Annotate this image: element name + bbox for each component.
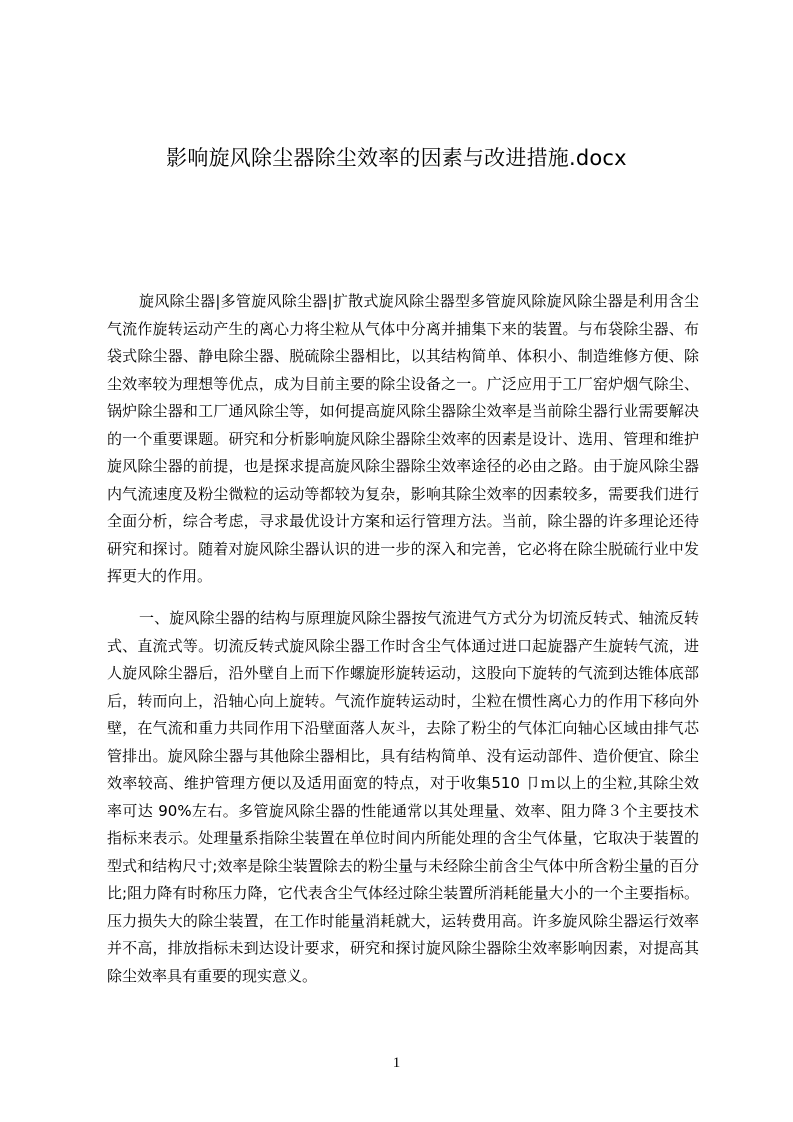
paragraph-structure-principle: 一、旋风除尘器的结构与原理旋风除尘器按气流进气方式分为切流反转式、轴流反转式、直流式等。切流反转式旋风除尘器工作时含尘气体通过进口起旋器产生旋转气流，进人旋风除尘器后，沿外壁自上而下作螺旋形旋转运动，这股向下旋转的气流到达锥体底部后，转而向上，沿轴心向上旋转。气流作旋转运动时，尘粒在惯性离心力的作用下移向外壁，在气流和重力共同作用下沿壁面落人灰斗，去除了粉尘的气体汇向轴心区域由排气芯管排出。旋风除尘器与其他除尘器相比，具有结构简单、没有运动部件、造价便宜、除尘效率较高、维护管理方便以及适用面宽的特点，对于收集510 卩ｍ以上的尘粒,其除尘效率可达 90%左右。多管旋风除尘器的性能通常以其处理量、效率、阻力降３个主要技术指标来表示。处理量系指除尘装置在单位时间内所能处理的含尘气体量，它取决于装置的型式和结构尺寸;效率是除尘装置除去的粉尘量与未经除尘前含尘气体中所含粉尘量的百分比;阻力降有时称压力降，它代表含尘气体经过除尘装置所消耗能量大小的一个主要指标。压力损失大的除尘装置，在工作时能量消耗就大，运转费用高。许多旋风除尘器运行效率并不高，排放指标未到达设计要求，研究和探讨旋风除尘器除尘效率影响因素，对提高其除尘效率具有重要的现实意义。 — [107, 609, 699, 985]
document-title: 影响旋风除尘器除尘效率的因素与改进措施.docx — [166, 146, 627, 170]
paragraph-intro: 旋风除尘器|多管旋风除尘器|扩散式旋风除尘器型多管旋风除旋风除尘器是利用含尘气流作旋转运动产生的离心力将尘粒从气体中分离并捕集下来的装置。与布袋除尘器、布袋式除尘器、静电除尘器、脱硫除尘器相比，以其结构简单、体积小、制造维修方便、除尘效率较为理想等优点，成为目前主要的除尘设备之一。广泛应用于工厂窑炉烟气除尘、锅炉除尘器和工厂通风除尘等，如何提高旋风除尘器除尘效率是当前除尘器行业需要解决的一个重要课题。研究和分析影响旋风除尘器除尘效率的因素是设计、选用、管理和维护旋风除尘器的前提，也是探求提高旋风除尘器除尘效率途径的必由之路。由于旋风除尘器内气流速度及粉尘微粒的运动等都较为复杂，影响其除尘效率的因素较多，需要我们进行全面分析，综合考虑，寻求最优设计方案和运行管理方法。当前，除尘器的许多理论还待研究和探讨。随着对旋风除尘器认识的进一步的深入和完善，它必将在除尘脱硫行业中发挥更大的作用。 — [107, 292, 699, 585]
page-number: 1 — [392, 1055, 401, 1071]
